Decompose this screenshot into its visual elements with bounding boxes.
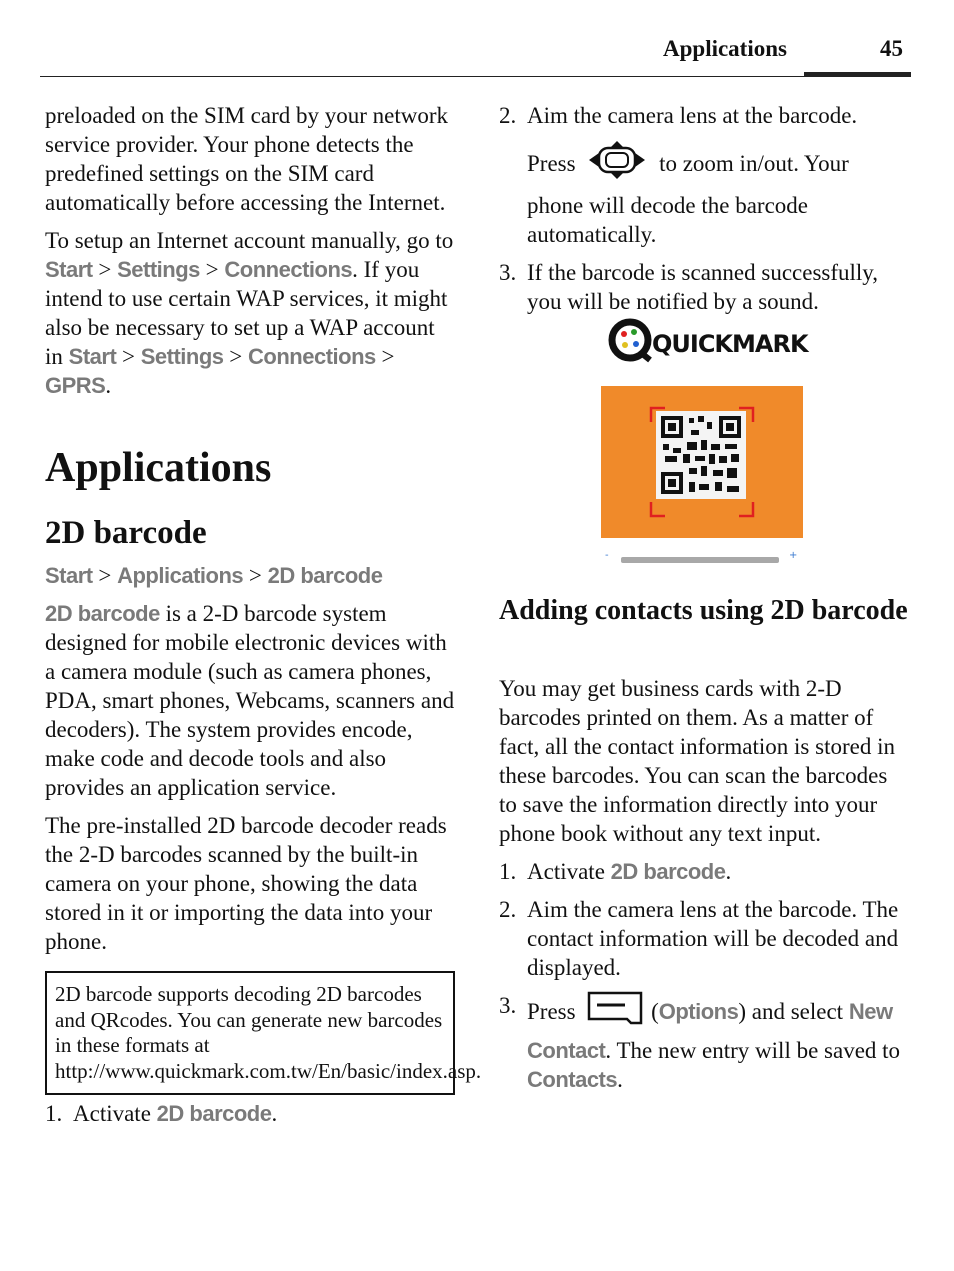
sep: > — [122, 344, 135, 369]
sep: > — [381, 344, 395, 369]
zoom-instruction — [527, 140, 909, 249]
sep: > — [248, 563, 262, 588]
step-3 — [499, 258, 909, 316]
intro-paragraph: preloaded on the SIM card by your network service provider. Your phone detects the predefined settings on the SIM card automatically before accessing the Internet. — [45, 103, 449, 215]
contacts-paragraph: You may get business cards with 2-D barcodes printed on them. As a matter of fact, all the contact information is stored in these barcodes. You can scan the barcodes to save the information directly into your phone book without any text input. — [499, 676, 895, 846]
sep: > — [98, 257, 112, 282]
step-2 — [499, 101, 909, 249]
ui-contacts: Contacts — [527, 1067, 618, 1092]
menu-gprs: GPRS — [45, 373, 106, 398]
text: . — [617, 1067, 623, 1092]
menu-settings: Settings — [117, 257, 200, 282]
text: . — [725, 859, 732, 884]
contacts-step-3 — [499, 991, 909, 1094]
note-box — [45, 971, 482, 1095]
text: Aim the camera lens at the barcode. The contact information will be decoded and displayed. — [527, 897, 899, 980]
text: ( — [645, 998, 659, 1024]
step-1 — [45, 1099, 455, 1128]
zoom-minus: - — [605, 550, 609, 561]
internet-setup-paragraph — [45, 226, 455, 400]
contacts-step-2 — [499, 895, 909, 982]
sep: > — [229, 344, 243, 369]
text: to zoom in/out. Your phone will decode the barcode automatically. — [527, 150, 849, 247]
page-number: 45 — [880, 36, 903, 61]
text: Press — [527, 150, 576, 176]
text: Activate — [527, 859, 611, 884]
step-number: 2. — [499, 897, 517, 922]
logo-text: QUICKMARK — [652, 330, 808, 358]
quickmark-logo — [596, 314, 808, 366]
navigation-key-icon — [587, 140, 647, 187]
contacts-steps — [499, 857, 909, 1094]
text: . The new entry will be saved to — [605, 1038, 901, 1063]
text: Press — [527, 998, 576, 1024]
decoder-paragraph: The pre-installed 2D barcode decoder reads the 2-D barcodes scanned by the built-in camera on your phone, showing the data stored in it or importing the data into your phone. — [45, 813, 447, 954]
zoom-plus: + — [789, 550, 798, 561]
steps-list — [45, 1099, 455, 1128]
header-rule — [40, 76, 911, 77]
ui-2d-barcode: 2D barcode — [610, 859, 726, 884]
note-text: 2D barcode supports decoding 2D barcodes and QRcodes. You can generate new barcodes in these formats at http://www.quickmark.com.tw/En/basic/index.asp. — [55, 982, 482, 1083]
step-number: 1. — [45, 1101, 63, 1126]
subsection-heading-contacts: Adding contacts using 2D barcode — [499, 595, 908, 626]
left-softkey-icon — [587, 991, 643, 1032]
text: Activate — [73, 1101, 157, 1126]
running-header: Applications — [663, 36, 787, 61]
menu-connections: Connections — [224, 257, 353, 282]
ui-2d-barcode: 2D barcode — [156, 1101, 272, 1126]
ui-2d-barcode: 2D barcode — [45, 601, 160, 626]
section-heading: Applications — [45, 445, 272, 491]
text: . — [271, 1101, 278, 1126]
menu-2d-barcode: 2D barcode — [267, 563, 383, 588]
menu-start: Start — [45, 563, 93, 588]
zoom-slider — [621, 557, 779, 563]
text: To setup an Internet account manually, go to — [45, 228, 454, 253]
contacts-step-1 — [499, 857, 909, 886]
menu-path — [45, 561, 455, 590]
text: ) and select — [738, 998, 849, 1024]
step-number: 2. — [499, 103, 517, 128]
header-bar — [804, 72, 911, 77]
ui-options: Options — [658, 998, 739, 1024]
menu-start: Start — [68, 344, 117, 369]
step-number: 3. — [499, 993, 517, 1018]
menu-settings: Settings — [140, 344, 224, 369]
scanner-viewfinder — [601, 386, 803, 538]
subsection-heading: 2D barcode — [45, 515, 207, 551]
text: Aim the camera lens at the barcode. — [527, 103, 858, 128]
barcode-description — [45, 599, 455, 802]
step-number: 3. — [499, 260, 517, 285]
text: If the barcode is scanned successfully, you will be notified by a sound. — [527, 260, 879, 314]
ui-new-contact: New Contact — [527, 998, 893, 1063]
menu-applications: Applications — [117, 563, 244, 588]
text: is a 2-D barcode system designed for mobile electronic devices with a camera module (such as camera phones, PDA, smart phones, Webcams, scanners and decoders). The system provides encode, make code and decode tools and also provides an application service. — [45, 601, 455, 800]
quickmark-screenshot — [596, 314, 808, 570]
steps-list-cont — [499, 101, 909, 316]
menu-start: Start — [45, 257, 93, 282]
step-number: 1. — [499, 859, 517, 884]
sep: > — [98, 563, 112, 588]
text: . If you intend to use certain WAP services, it might also be necessary to set up a WAP account in — [45, 257, 448, 369]
contacts-section — [499, 674, 909, 1094]
sep: > — [205, 257, 219, 282]
left-column — [45, 101, 482, 1128]
menu-connections: Connections — [248, 344, 376, 369]
text: . — [105, 373, 112, 398]
